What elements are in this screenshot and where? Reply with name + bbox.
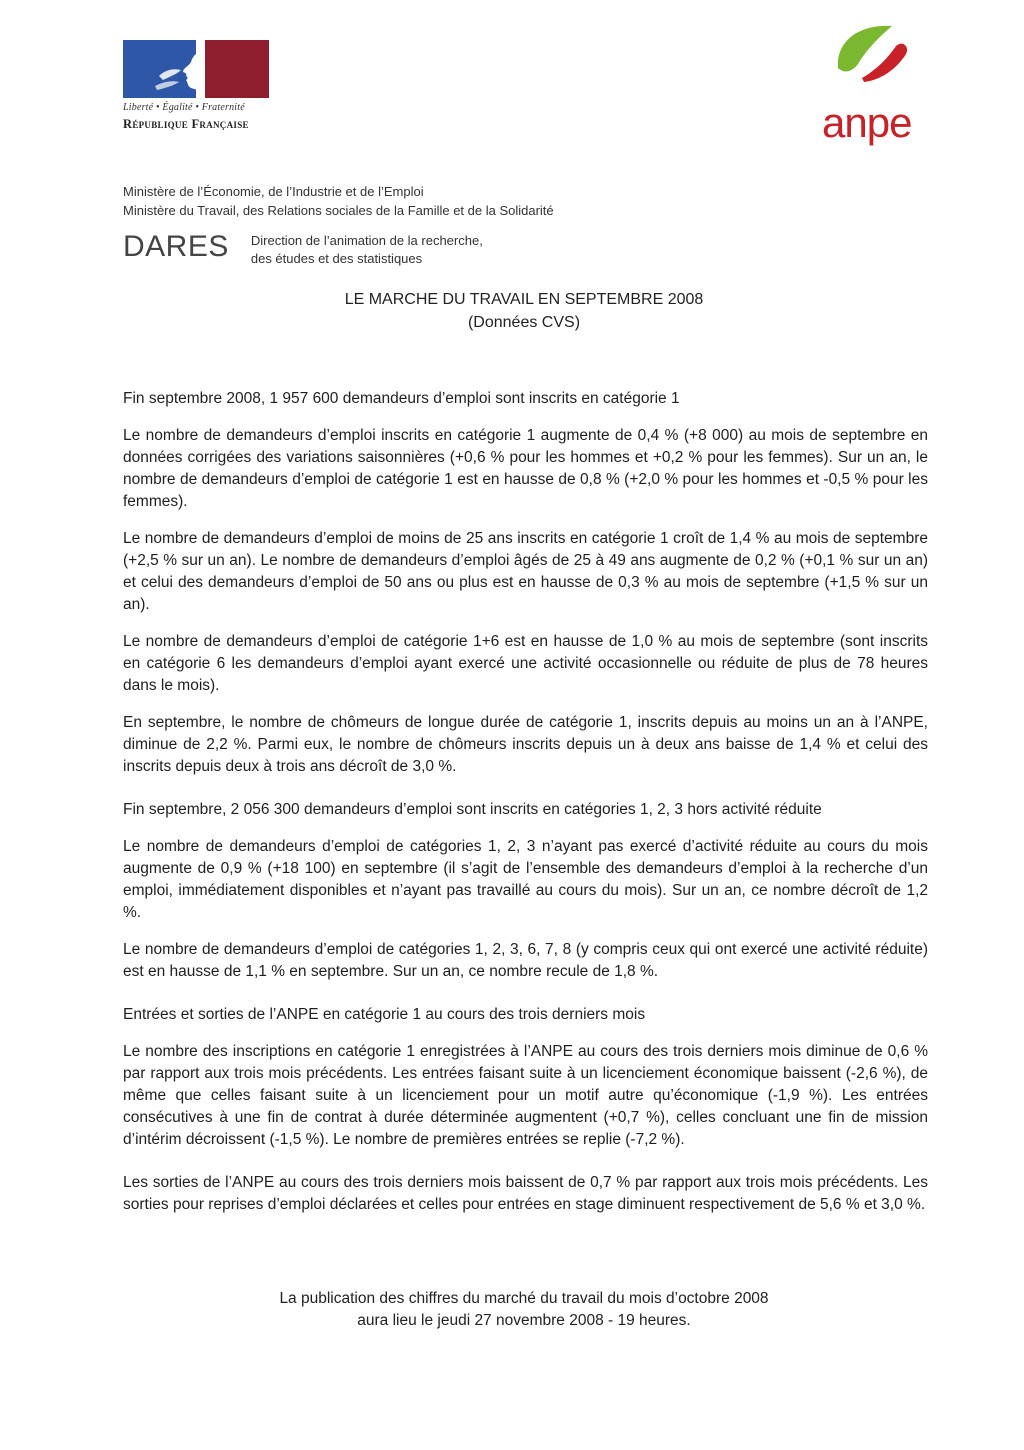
dares-acronym: DARES	[123, 230, 229, 263]
document-body	[123, 388, 928, 1216]
tricolor-flag	[123, 40, 269, 98]
paragraph: En septembre, le nombre de chômeurs de longue durée de catégorie 1, inscrits depuis au moins un an à l’ANPE, diminue de 2,2 %. Parmi eux, le nombre de chômeurs inscrits depuis un à deux ans baisse de 1,4 % et celui des inscrits depuis deux à trois ans décroît de 3,0 %.	[123, 714, 928, 775]
paragraph: Les sorties de l’ANPE au cours des trois derniers mois baissent de 0,7 % par rapport aux trois mois précédents. Les sorties pour reprises d’emploi déclarées et celles pour entrées en stage diminuent respectivement de 5,6 % et 3,0 %.	[123, 1174, 928, 1213]
dares-description	[251, 232, 483, 268]
ministry-labour: Ministère du Travail, des Relations sociales de la Famille et de la Solidarité	[123, 203, 554, 218]
section-heading: Entrées et sorties de l’ANPE en catégorie 1 au cours des trois derniers mois	[123, 1006, 646, 1023]
rf-motto: Liberté • Égalité • Fraternité	[123, 102, 245, 113]
anpe-logo-text: anpe	[822, 99, 912, 146]
section-heading: Fin septembre 2008, 1 957 600 demandeurs d’emploi sont inscrits en catégorie 1	[123, 390, 680, 407]
section-heading: Fin septembre, 2 056 300 demandeurs d’emploi sont inscrits en catégories 1, 2, 3 hors activité réduite	[123, 801, 822, 818]
ministry-economy: Ministère de l’Économie, de l’Industrie et de l’Emploi	[123, 184, 424, 199]
ministries-block	[123, 182, 554, 220]
anpe-leaf-icon	[818, 20, 928, 102]
republique-francaise-logo	[123, 40, 271, 132]
anpe-logo	[818, 20, 928, 145]
title-main: LE MARCHE DU TRAVAIL EN SEPTEMBRE 2008	[344, 291, 704, 308]
paragraph: Le nombre de demandeurs d’emploi de catégories 1, 2, 3, 6, 7, 8 (y compris ceux qui ont exercé une activité réduite) est en hausse de 1,1 % en septembre. Sur un an, ce nombre recule de 1,8 %.	[123, 941, 928, 980]
rf-name: République Française	[123, 117, 249, 131]
notice-line: aura lieu le jeudi 27 novembre 2008 - 19 heures.	[357, 1312, 691, 1329]
paragraph: Le nombre des inscriptions en catégorie 1 enregistrées à l’ANPE au cours des trois derniers mois diminue de 0,6 % par rapport aux trois mois précédents. Les entrées faisant suite à un licenciement économique baissent (-2,6 %), de même que celles faisant suite à un licenciement pour un motif autre qu’économique (-1,9 %). Les entrées consécutives à une fin de contrat à durée déterminée augmentent (+0,7 %), celles concluant une fin de mission d’intérim décroissent (-1,5 %). Le nombre de premières entrées se replie (-7,2 %).	[123, 1043, 928, 1148]
dares-desc-line: des études et des statistiques	[250, 251, 423, 266]
paragraph: Le nombre de demandeurs d’emploi de catégorie 1+6 est en hausse de 1,0 % au mois de septembre (sont inscrits en catégorie 6 les demandeurs d’emploi ayant exercé une activité occasionnelle ou réduite de plus de 78 heures dans le mois).	[123, 633, 928, 694]
title-sub: (Données CVS)	[467, 314, 581, 331]
document-title	[0, 288, 1024, 334]
notice-line: La publication des chiffres du marché du travail du mois d’octobre 2008	[279, 1290, 769, 1307]
dares-desc-line: Direction de l’animation de la recherche,	[250, 233, 483, 248]
publication-notice	[0, 1288, 1024, 1332]
marianne-profile-icon	[153, 46, 196, 96]
paragraph: Le nombre de demandeurs d’emploi inscrits en catégorie 1 augmente de 0,4 % (+8 000) au mois de septembre en données corrigées des variations saisonnières (+0,6 % pour les hommes et +0,2 % pour les femmes). Sur un an, le nombre de demandeurs d’emploi de catégorie 1 est en hausse de 0,8 % (+2,0 % pour les hommes et -0,5 % pour les femmes).	[123, 427, 928, 510]
paragraph: Le nombre de demandeurs d’emploi de moins de 25 ans inscrits en catégorie 1 croît de 1,4 % au mois de septembre (+2,5 % sur un an). Le nombre de demandeurs d’emploi âgés de 25 à 49 ans augmente de 0,2 % (+0,1 % sur un an) et celui des demandeurs d’emploi de 50 ans ou plus est en hausse de 0,3 % au mois de septembre (+1,5 % sur un an).	[123, 530, 928, 613]
dares-block	[123, 230, 483, 268]
paragraph: Le nombre de demandeurs d’emploi de catégories 1, 2, 3 n’ayant pas exercé d’activité réduite au cours du mois augmente de 0,9 % (+18 100) en septembre (il s’agit de l’ensemble des demandeurs d’emploi à la recherche d’un emploi, immédiatement disponibles et n’ayant pas travaillé au cours du mois). Sur un an, ce nombre décroît de 1,2 %.	[123, 838, 928, 921]
